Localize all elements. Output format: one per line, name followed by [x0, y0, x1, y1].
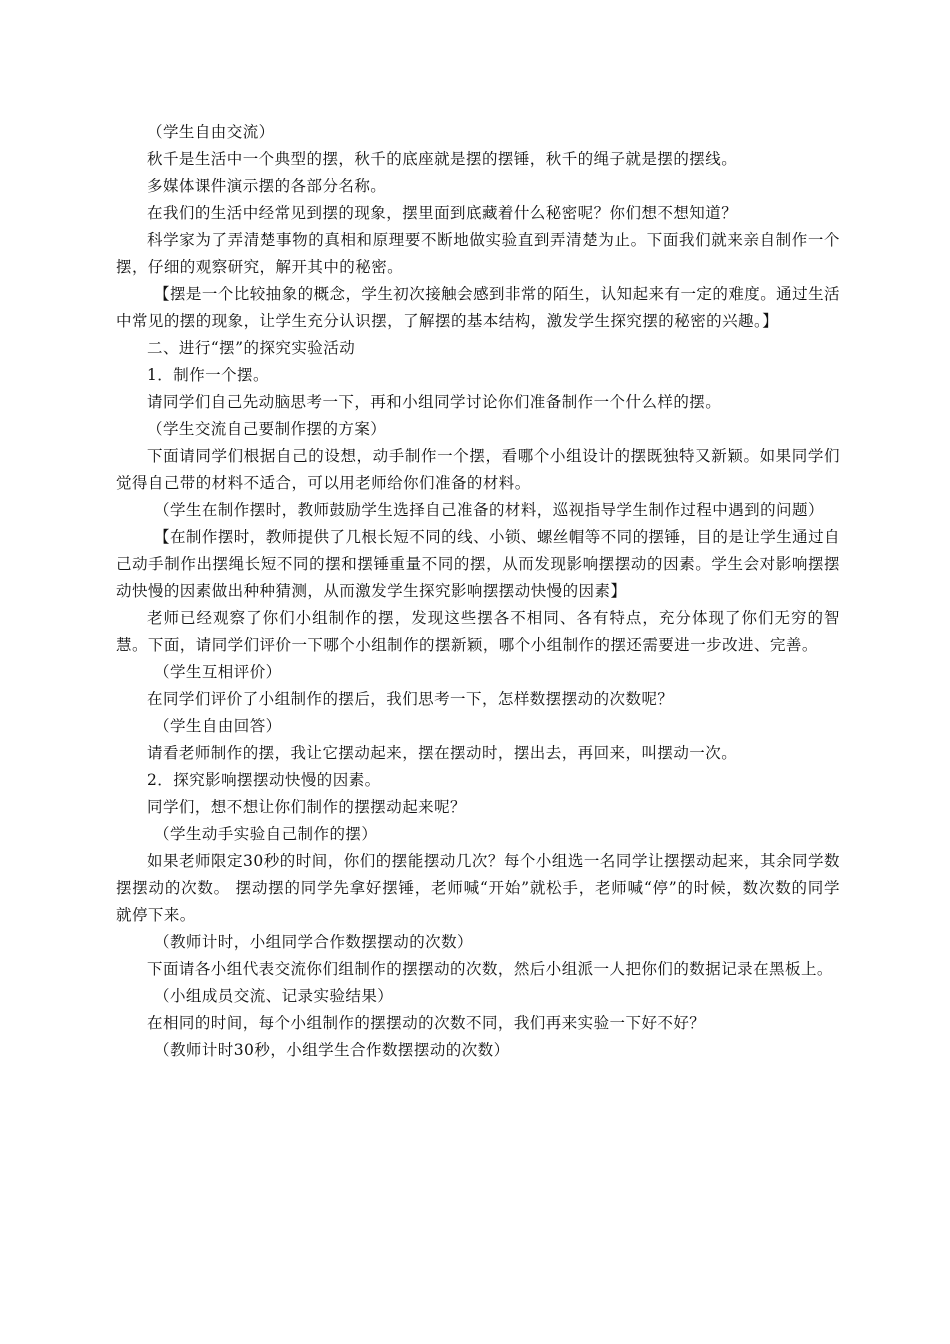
paragraph-mutual-evaluation: （学生互相评价）	[154, 663, 282, 681]
paragraph-plan-exchange: （学生交流自己要制作摆的方案）	[147, 420, 387, 438]
paragraph-pendulum-question: 在我们的生活中经常见到摆的现象，摆里面到底藏着什么秘密呢？你们想不想知道？	[147, 204, 738, 222]
paragraph-think-discuss: 请同学们自己先动脑思考一下，再和小组同学讨论你们准备制作一个什么样的摆。	[147, 393, 722, 411]
paragraph-scientists: 科学家为了弄清楚事物的真相和原理要不断地做实验直到弄清楚为止。下面我们就来亲自制作一个摆，仔细的观察研究，解开其中的秘密。	[116, 231, 840, 276]
paragraph-multimedia-demo: 多媒体课件演示摆的各部分名称。	[147, 177, 387, 195]
paragraph-record-on-board: 下面请各小组代表交流你们组制作的摆摆动的次数，然后小组派一人把你们的数据记录在黑板上。	[147, 960, 833, 978]
paragraph-repeat-experiment: 在相同的时间，每个小组制作的摆摆动的次数不同，我们再来实验一下好不好？	[147, 1014, 706, 1032]
paragraph-make-it-swing: 同学们，想不想让你们制作的摆摆动起来呢？	[147, 798, 467, 816]
paragraph-hands-on: （学生动手实验自己制作的摆）	[154, 825, 378, 843]
paragraph-teacher-timing: （教师计时，小组同学合作数摆摆动的次数）	[154, 933, 474, 951]
paragraph-count-question: 在同学们评价了小组制作的摆后，我们思考一下，怎样数摆摆动的次数呢？	[147, 690, 674, 708]
document-page	[116, 119, 840, 1064]
step-heading-2: 2．探究影响摆摆动快慢的因素。	[147, 771, 381, 789]
paragraph-swing-example: 秋千是生活中一个典型的摆，秋千的底座就是摆的摆锤，秋千的绳子就是摆的摆线。	[147, 150, 738, 168]
paragraph-record-results: （小组成员交流、记录实验结果）	[154, 987, 394, 1005]
paragraph-student-exchange: （学生自由交流）	[147, 123, 275, 141]
paragraph-30-seconds: 如果老师限定30秒的时间，你们的摆能摆动几次？每个小组选一名同学让摆摆动起来，其余同学数摆摆动的次数。 摆动摆的同学先拿好摆锤，老师喊“开始”就松手，老师喊“停”的时候，数次数的同学就停下来。	[116, 852, 840, 924]
paragraph-timing-30s: （教师计时30秒，小组学生合作数摆摆动的次数）	[154, 1041, 510, 1059]
paragraph-teacher-observed: 老师已经观察了你们小组制作的摆，发现这些摆各不相同、各有特点，充分体现了你们无穷的智慧。下面，请同学们评价一下哪个小组制作的摆新颖，哪个小组制作的摆还需要进一步改进、完善。	[116, 609, 840, 654]
paragraph-design-note-1: 【摆是一个比较抽象的概念，学生初次接触会感到非常的陌生，认知起来有一定的难度。通过生活中常见的摆的现象，让学生充分认识摆，了解摆的基本结构，激发学生探究摆的秘密的兴趣。】	[116, 285, 840, 330]
paragraph-teacher-guidance: （学生在制作摆时，教师鼓励学生选择自己准备的材料，巡视指导学生制作过程中遇到的问题）	[154, 501, 824, 519]
paragraph-one-swing-definition: 请看老师制作的摆，我让它摆动起来，摆在摆动时，摆出去，再回来，叫摆动一次。	[147, 744, 738, 762]
paragraph-make-pendulum: 下面请同学们根据自己的设想，动手制作一个摆，看哪个小组设计的摆既独特又新颖。如果同学们觉得自己带的材料不适合，可以用老师给你们准备的材料。	[116, 447, 840, 492]
paragraph-design-note-2: 【在制作摆时，教师提供了几根长短不同的线、小锁、螺丝帽等不同的摆锤，目的是让学生通过自己动手制作出摆绳长短不同的摆和摆锤重量不同的摆，从而发现影响摆摆动的因素。学生会对影响摆摆动快慢的因素做出种种猜测，从而激发学生探究影响摆摆动快慢的因素】	[116, 528, 840, 600]
section-heading-experiment: 二、进行“摆”的探究实验活动	[147, 339, 356, 357]
step-heading-1: 1．制作一个摆。	[147, 366, 269, 384]
paragraph-free-answer: （学生自由回答）	[154, 717, 282, 735]
